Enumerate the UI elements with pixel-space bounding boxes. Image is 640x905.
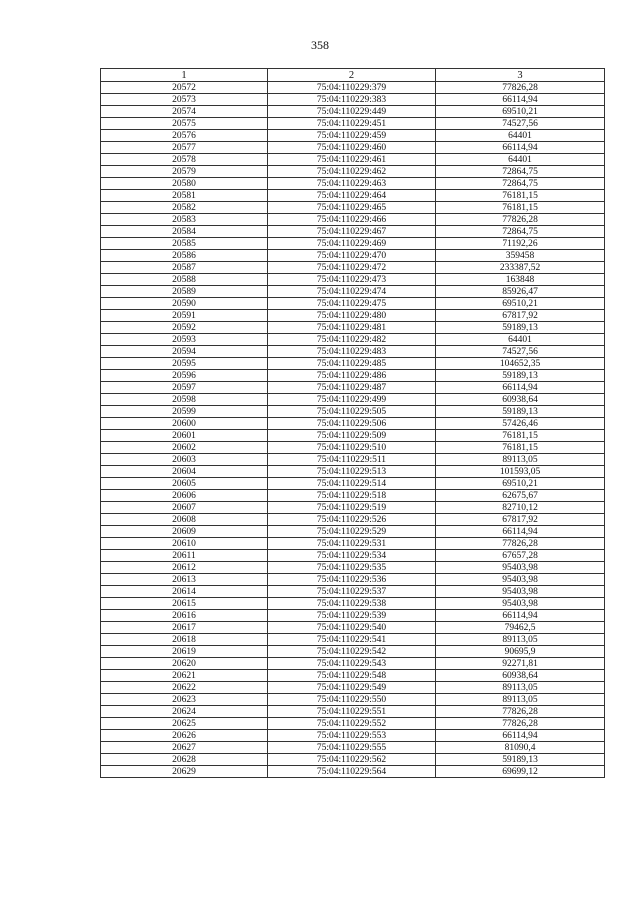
row-number-cell: 20583 <box>101 214 268 226</box>
table-row <box>101 694 605 706</box>
cadastral-number-cell: 75:04:110229:383 <box>268 94 436 106</box>
cadastral-number-cell: 75:04:110229:552 <box>268 718 436 730</box>
value-cell: 59189,13 <box>436 322 605 334</box>
cadastral-number-cell: 75:04:110229:513 <box>268 466 436 478</box>
value-cell: 76181,15 <box>436 442 605 454</box>
cadastral-number-cell: 75:04:110229:470 <box>268 250 436 262</box>
value-cell: 66114,94 <box>436 730 605 742</box>
row-number-cell: 20624 <box>101 706 268 718</box>
row-number-cell: 20585 <box>101 238 268 250</box>
value-cell: 89113,05 <box>436 454 605 466</box>
value-cell: 76181,15 <box>436 190 605 202</box>
column-header-1: 1 <box>101 69 268 82</box>
data-table <box>100 68 605 778</box>
row-number-cell: 20594 <box>101 346 268 358</box>
table-row <box>101 490 605 502</box>
value-cell: 79462,5 <box>436 622 605 634</box>
cadastral-number-cell: 75:04:110229:526 <box>268 514 436 526</box>
row-number-cell: 20622 <box>101 682 268 694</box>
cadastral-number-cell: 75:04:110229:472 <box>268 262 436 274</box>
value-cell: 104652,35 <box>436 358 605 370</box>
row-number-cell: 20596 <box>101 370 268 382</box>
row-number-cell: 20589 <box>101 286 268 298</box>
cadastral-number-cell: 75:04:110229:481 <box>268 322 436 334</box>
row-number-cell: 20615 <box>101 598 268 610</box>
table-row <box>101 502 605 514</box>
table-row <box>101 634 605 646</box>
value-cell: 67657,28 <box>436 550 605 562</box>
cadastral-number-cell: 75:04:110229:535 <box>268 562 436 574</box>
value-cell: 69510,21 <box>436 478 605 490</box>
cadastral-number-cell: 75:04:110229:562 <box>268 754 436 766</box>
row-number-cell: 20586 <box>101 250 268 262</box>
table-row <box>101 238 605 250</box>
cadastral-number-cell: 75:04:110229:459 <box>268 130 436 142</box>
table-row <box>101 358 605 370</box>
value-cell: 74527,56 <box>436 118 605 130</box>
table-row <box>101 250 605 262</box>
row-number-cell: 20582 <box>101 202 268 214</box>
row-number-cell: 20612 <box>101 562 268 574</box>
row-number-cell: 20621 <box>101 670 268 682</box>
value-cell: 76181,15 <box>436 430 605 442</box>
table-row <box>101 166 605 178</box>
row-number-cell: 20611 <box>101 550 268 562</box>
row-number-cell: 20609 <box>101 526 268 538</box>
table-row <box>101 322 605 334</box>
cadastral-number-cell: 75:04:110229:550 <box>268 694 436 706</box>
row-number-cell: 20613 <box>101 574 268 586</box>
table-row <box>101 130 605 142</box>
row-number-cell: 20628 <box>101 754 268 766</box>
cadastral-number-cell: 75:04:110229:541 <box>268 634 436 646</box>
table-row <box>101 658 605 670</box>
cadastral-number-cell: 75:04:110229:473 <box>268 274 436 286</box>
value-cell: 77826,28 <box>436 706 605 718</box>
value-cell: 89113,05 <box>436 634 605 646</box>
table-row <box>101 670 605 682</box>
row-number-cell: 20623 <box>101 694 268 706</box>
table-row <box>101 454 605 466</box>
value-cell: 77826,28 <box>436 538 605 550</box>
row-number-cell: 20584 <box>101 226 268 238</box>
table-row <box>101 442 605 454</box>
value-cell: 66114,94 <box>436 610 605 622</box>
row-number-cell: 20581 <box>101 190 268 202</box>
cadastral-number-cell: 75:04:110229:379 <box>268 82 436 94</box>
cadastral-number-cell: 75:04:110229:449 <box>268 106 436 118</box>
table-row <box>101 286 605 298</box>
row-number-cell: 20577 <box>101 142 268 154</box>
row-number-cell: 20606 <box>101 490 268 502</box>
value-cell: 95403,98 <box>436 574 605 586</box>
cadastral-number-cell: 75:04:110229:486 <box>268 370 436 382</box>
table-row <box>101 718 605 730</box>
value-cell: 77826,28 <box>436 214 605 226</box>
cadastral-number-cell: 75:04:110229:482 <box>268 334 436 346</box>
table-row <box>101 610 605 622</box>
table-row <box>101 766 605 778</box>
value-cell: 66114,94 <box>436 526 605 538</box>
value-cell: 163848 <box>436 274 605 286</box>
row-number-cell: 20603 <box>101 454 268 466</box>
cadastral-number-cell: 75:04:110229:463 <box>268 178 436 190</box>
value-cell: 89113,05 <box>436 694 605 706</box>
table-row <box>101 94 605 106</box>
row-number-cell: 20629 <box>101 766 268 778</box>
value-cell: 359458 <box>436 250 605 262</box>
row-number-cell: 20597 <box>101 382 268 394</box>
table-row <box>101 622 605 634</box>
table-row <box>101 142 605 154</box>
value-cell: 81090,4 <box>436 742 605 754</box>
value-cell: 95403,98 <box>436 598 605 610</box>
value-cell: 59189,13 <box>436 406 605 418</box>
table-row <box>101 262 605 274</box>
column-header-3: 3 <box>436 69 605 82</box>
column-header-2: 2 <box>268 69 436 82</box>
table-row <box>101 586 605 598</box>
row-number-cell: 20617 <box>101 622 268 634</box>
cadastral-number-cell: 75:04:110229:485 <box>268 358 436 370</box>
cadastral-number-cell: 75:04:110229:549 <box>268 682 436 694</box>
value-cell: 92271,81 <box>436 658 605 670</box>
row-number-cell: 20591 <box>101 310 268 322</box>
value-cell: 85926,47 <box>436 286 605 298</box>
row-number-cell: 20607 <box>101 502 268 514</box>
cadastral-number-cell: 75:04:110229:451 <box>268 118 436 130</box>
table-row <box>101 382 605 394</box>
row-number-cell: 20580 <box>101 178 268 190</box>
table-row <box>101 478 605 490</box>
value-cell: 60938,64 <box>436 394 605 406</box>
cadastral-number-cell: 75:04:110229:499 <box>268 394 436 406</box>
cadastral-number-cell: 75:04:110229:542 <box>268 646 436 658</box>
cadastral-number-cell: 75:04:110229:518 <box>268 490 436 502</box>
row-number-cell: 20605 <box>101 478 268 490</box>
value-cell: 74527,56 <box>436 346 605 358</box>
table-row <box>101 730 605 742</box>
table-row <box>101 742 605 754</box>
cadastral-number-cell: 75:04:110229:538 <box>268 598 436 610</box>
cadastral-number-cell: 75:04:110229:548 <box>268 670 436 682</box>
row-number-cell: 20599 <box>101 406 268 418</box>
row-number-cell: 20572 <box>101 82 268 94</box>
row-number-cell: 20592 <box>101 322 268 334</box>
cadastral-number-cell: 75:04:110229:531 <box>268 538 436 550</box>
table-row <box>101 106 605 118</box>
value-cell: 82710,12 <box>436 502 605 514</box>
value-cell: 67817,92 <box>436 310 605 322</box>
table-body <box>101 82 605 778</box>
cadastral-number-cell: 75:04:110229:539 <box>268 610 436 622</box>
value-cell: 64401 <box>436 154 605 166</box>
cadastral-number-cell: 75:04:110229:551 <box>268 706 436 718</box>
value-cell: 233387,52 <box>436 262 605 274</box>
row-number-cell: 20614 <box>101 586 268 598</box>
cadastral-number-cell: 75:04:110229:506 <box>268 418 436 430</box>
row-number-cell: 20616 <box>101 610 268 622</box>
row-number-cell: 20595 <box>101 358 268 370</box>
cadastral-number-cell: 75:04:110229:466 <box>268 214 436 226</box>
value-cell: 95403,98 <box>436 562 605 574</box>
table-row <box>101 562 605 574</box>
table-row <box>101 370 605 382</box>
value-cell: 90695,9 <box>436 646 605 658</box>
value-cell: 72864,75 <box>436 166 605 178</box>
table-row <box>101 214 605 226</box>
row-number-cell: 20590 <box>101 298 268 310</box>
cadastral-number-cell: 75:04:110229:543 <box>268 658 436 670</box>
table-row <box>101 346 605 358</box>
table-row <box>101 598 605 610</box>
row-number-cell: 20578 <box>101 154 268 166</box>
row-number-cell: 20576 <box>101 130 268 142</box>
table-row <box>101 190 605 202</box>
value-cell: 64401 <box>436 334 605 346</box>
row-number-cell: 20618 <box>101 634 268 646</box>
table-row <box>101 682 605 694</box>
value-cell: 72864,75 <box>436 226 605 238</box>
table-row <box>101 334 605 346</box>
table-row <box>101 82 605 94</box>
value-cell: 66114,94 <box>436 382 605 394</box>
table-row <box>101 202 605 214</box>
value-cell: 66114,94 <box>436 142 605 154</box>
cadastral-number-cell: 75:04:110229:509 <box>268 430 436 442</box>
table-row <box>101 310 605 322</box>
table-row <box>101 526 605 538</box>
row-number-cell: 20573 <box>101 94 268 106</box>
table-row <box>101 178 605 190</box>
row-number-cell: 20626 <box>101 730 268 742</box>
cadastral-number-cell: 75:04:110229:505 <box>268 406 436 418</box>
cadastral-number-cell: 75:04:110229:564 <box>268 766 436 778</box>
value-cell: 72864,75 <box>436 178 605 190</box>
table-row <box>101 466 605 478</box>
row-number-cell: 20598 <box>101 394 268 406</box>
cadastral-number-cell: 75:04:110229:469 <box>268 238 436 250</box>
row-number-cell: 20587 <box>101 262 268 274</box>
cadastral-number-cell: 75:04:110229:555 <box>268 742 436 754</box>
row-number-cell: 20627 <box>101 742 268 754</box>
cadastral-number-cell: 75:04:110229:511 <box>268 454 436 466</box>
value-cell: 60938,64 <box>436 670 605 682</box>
value-cell: 71192,26 <box>436 238 605 250</box>
table-row <box>101 538 605 550</box>
value-cell: 67817,92 <box>436 514 605 526</box>
cadastral-number-cell: 75:04:110229:519 <box>268 502 436 514</box>
row-number-cell: 20601 <box>101 430 268 442</box>
cadastral-number-cell: 75:04:110229:514 <box>268 478 436 490</box>
value-cell: 89113,05 <box>436 682 605 694</box>
table-row <box>101 754 605 766</box>
cadastral-number-cell: 75:04:110229:480 <box>268 310 436 322</box>
cadastral-number-cell: 75:04:110229:529 <box>268 526 436 538</box>
table-row <box>101 550 605 562</box>
row-number-cell: 20608 <box>101 514 268 526</box>
table-row <box>101 298 605 310</box>
cadastral-number-cell: 75:04:110229:553 <box>268 730 436 742</box>
value-cell: 77826,28 <box>436 718 605 730</box>
cadastral-number-cell: 75:04:110229:465 <box>268 202 436 214</box>
row-number-cell: 20575 <box>101 118 268 130</box>
table-row <box>101 418 605 430</box>
row-number-cell: 20604 <box>101 466 268 478</box>
table-row <box>101 430 605 442</box>
table-row <box>101 406 605 418</box>
table-row <box>101 226 605 238</box>
table-row <box>101 706 605 718</box>
cadastral-number-cell: 75:04:110229:536 <box>268 574 436 586</box>
cadastral-number-cell: 75:04:110229:483 <box>268 346 436 358</box>
row-number-cell: 20600 <box>101 418 268 430</box>
cadastral-number-cell: 75:04:110229:534 <box>268 550 436 562</box>
table-row <box>101 646 605 658</box>
value-cell: 69510,21 <box>436 298 605 310</box>
row-number-cell: 20620 <box>101 658 268 670</box>
value-cell: 62675,67 <box>436 490 605 502</box>
row-number-cell: 20593 <box>101 334 268 346</box>
row-number-cell: 20602 <box>101 442 268 454</box>
cadastral-number-cell: 75:04:110229:467 <box>268 226 436 238</box>
table-row <box>101 118 605 130</box>
row-number-cell: 20619 <box>101 646 268 658</box>
table-row <box>101 394 605 406</box>
cadastral-number-cell: 75:04:110229:487 <box>268 382 436 394</box>
value-cell: 69510,21 <box>436 106 605 118</box>
value-cell: 69699,12 <box>436 766 605 778</box>
cadastral-number-cell: 75:04:110229:460 <box>268 142 436 154</box>
value-cell: 64401 <box>436 130 605 142</box>
cadastral-number-cell: 75:04:110229:475 <box>268 298 436 310</box>
value-cell: 66114,94 <box>436 94 605 106</box>
table-row <box>101 514 605 526</box>
table-row <box>101 154 605 166</box>
cadastral-number-cell: 75:04:110229:540 <box>268 622 436 634</box>
table-row <box>101 574 605 586</box>
cadastral-number-cell: 75:04:110229:537 <box>268 586 436 598</box>
value-cell: 59189,13 <box>436 754 605 766</box>
row-number-cell: 20625 <box>101 718 268 730</box>
cadastral-number-cell: 75:04:110229:464 <box>268 190 436 202</box>
value-cell: 95403,98 <box>436 586 605 598</box>
value-cell: 77826,28 <box>436 82 605 94</box>
cadastral-number-cell: 75:04:110229:461 <box>268 154 436 166</box>
page-number: 358 <box>311 38 329 52</box>
cadastral-number-cell: 75:04:110229:510 <box>268 442 436 454</box>
table-header <box>101 69 605 82</box>
row-number-cell: 20588 <box>101 274 268 286</box>
table-row <box>101 274 605 286</box>
row-number-cell: 20579 <box>101 166 268 178</box>
cadastral-number-cell: 75:04:110229:462 <box>268 166 436 178</box>
value-cell: 59189,13 <box>436 370 605 382</box>
value-cell: 101593,05 <box>436 466 605 478</box>
row-number-cell: 20610 <box>101 538 268 550</box>
cadastral-number-cell: 75:04:110229:474 <box>268 286 436 298</box>
row-number-cell: 20574 <box>101 106 268 118</box>
value-cell: 57426,46 <box>436 418 605 430</box>
header-row <box>101 69 605 82</box>
value-cell: 76181,15 <box>436 202 605 214</box>
